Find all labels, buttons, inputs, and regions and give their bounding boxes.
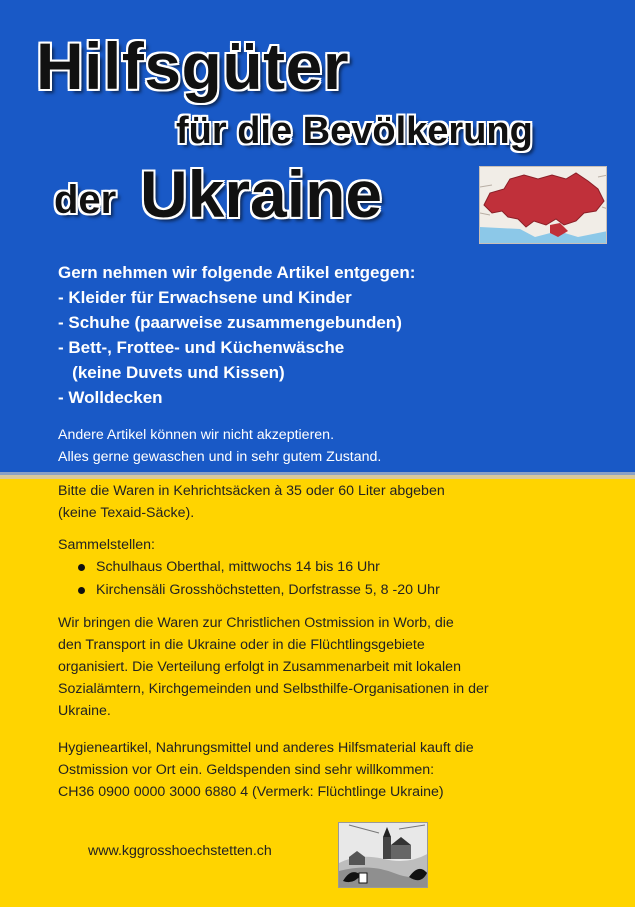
collection-points — [78, 556, 440, 602]
bullet-icon — [78, 564, 85, 571]
accepted-item: - Schuhe (paarweise zusammengebunden) — [58, 313, 402, 332]
text-line: organisiert. Die Verteilung erfolgt in Zusammenarbeit mit lokalen — [58, 659, 461, 675]
accepted-item-note: (keine Duvets und Kissen) — [58, 363, 285, 382]
text-line: Sozialämtern, Kirchgemeinden und Selbsthilfe-Organisationen in der — [58, 681, 489, 697]
accepted-intro: Gern nehmen wir folgende Artikel entgegen: — [58, 263, 416, 282]
accepted-item: - Kleider für Erwachsene und Kinder — [58, 288, 352, 307]
acceptance-note — [58, 424, 381, 468]
collection-heading: Sammelstellen: — [58, 537, 155, 553]
text-line: Wir bringen die Waren zur Christlichen Ostmission in Worb, die — [58, 615, 454, 631]
iban-line: CH36 0900 0000 3000 6880 4 (Vermerk: Flüchtlinge Ukraine) — [58, 784, 444, 800]
text-line: Hygieneartikel, Nahrungsmittel und anderes Hilfsmaterial kauft die — [58, 740, 474, 756]
title-fuer-die-bevoelkerung: für die Bevölkerung — [176, 110, 533, 152]
list-item — [78, 579, 440, 602]
title-ukraine: Ukraine — [140, 157, 383, 231]
list-item — [78, 556, 440, 579]
text-line: den Transport in die Ukraine oder in die Flüchtlingsgebiete — [58, 637, 425, 653]
bullet-icon — [78, 587, 85, 594]
text-line: (keine Texaid-Säcke). — [58, 505, 195, 521]
ukraine-map-icon — [479, 166, 607, 244]
accepted-item: - Bett-, Frottee- und Küchenwäsche — [58, 338, 345, 357]
title-der: der — [54, 178, 117, 222]
accepted-items — [58, 260, 415, 410]
transport-paragraph — [58, 612, 489, 722]
collection-point-text: Schulhaus Oberthal, mittwochs 14 bis 16 Uhr — [96, 559, 380, 575]
text-line: Ukraine. — [58, 703, 111, 719]
website-link[interactable]: www.kggrosshoechstetten.ch — [88, 843, 272, 859]
note-line: Andere Artikel können wir nicht akzeptieren. — [58, 427, 335, 443]
bag-instructions — [58, 480, 445, 524]
donations-paragraph — [58, 737, 474, 803]
collection-point-text: Kirchensäli Grosshöchstetten, Dorfstrasse 5, 8 -20 Uhr — [96, 582, 440, 598]
church-village-logo-icon — [338, 822, 428, 888]
text-line: Bitte die Waren in Kehrichtsäcken à 35 oder 60 Liter abgeben — [58, 483, 445, 499]
note-line: Alles gerne gewaschen und in sehr gutem Zustand. — [58, 449, 382, 465]
title-hilfsgueter: Hilfsgüter — [36, 29, 350, 103]
accepted-item: - Wolldecken — [58, 388, 163, 407]
text-line: Ostmission vor Ort ein. Geldspenden sind sehr willkommen: — [58, 762, 435, 778]
